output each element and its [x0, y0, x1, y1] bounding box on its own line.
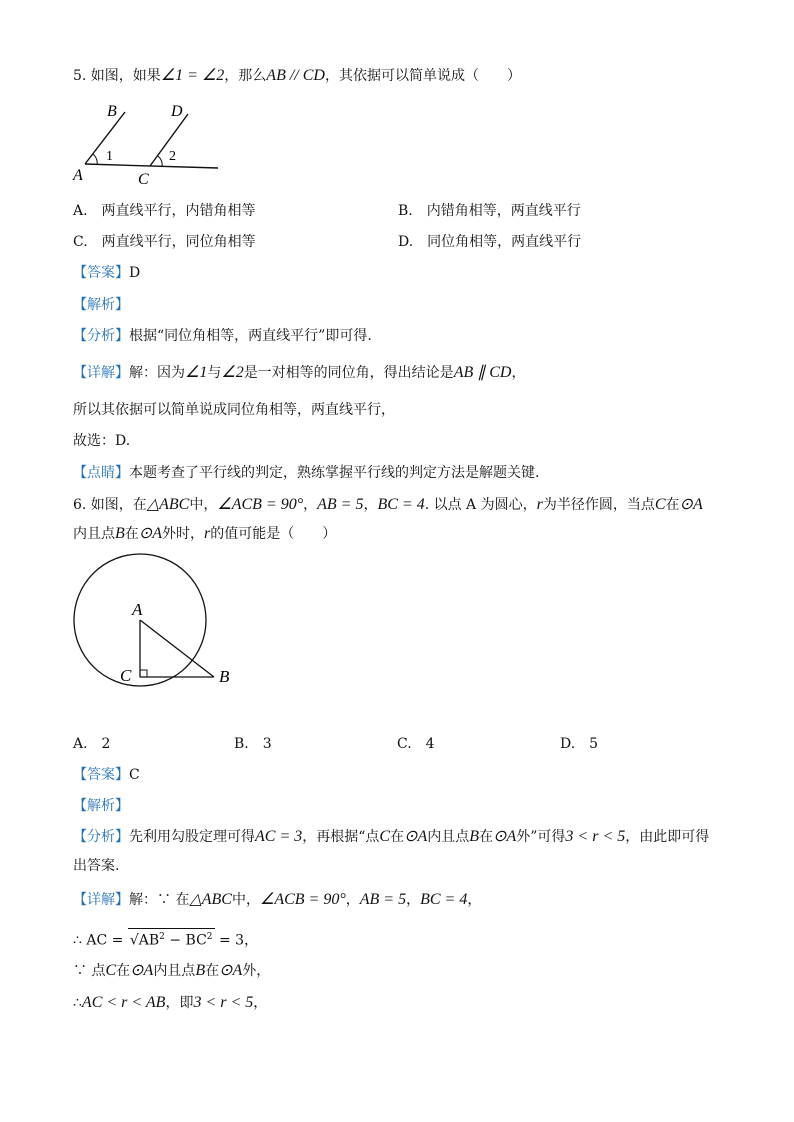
q5-analysis-tag: 【解析】 — [73, 297, 129, 313]
q5-condition: ∠1 = ∠2 — [160, 67, 225, 84]
q6-x-bc: BC = 4 — [420, 891, 468, 908]
q6-figure — [70, 550, 250, 700]
q5-stem-a: 5. 如图，如果 — [73, 68, 161, 84]
q6-s6: 为半径作圆，当点 — [542, 497, 655, 513]
q6-there-c: ， — [253, 995, 268, 1011]
q5-dianjing-tag: 【点睛】 — [73, 465, 129, 481]
q6-l2b: 在 — [124, 526, 139, 542]
q6-because — [73, 962, 270, 980]
q5-line-ab — [85, 112, 125, 164]
q6-s2: 中， — [189, 497, 218, 513]
q6-side-ab — [140, 620, 214, 677]
q6-because-a: ∵ 点 — [73, 963, 106, 979]
q6-stem-line1 — [73, 496, 703, 514]
q6-because-d: 内且点 — [153, 963, 196, 979]
q6-f7: ，由此即可得 — [625, 829, 710, 845]
q6-x4: ， — [406, 892, 421, 908]
q5-xj-a: 解：因为 — [129, 365, 185, 381]
q5-xj-angle2: ∠2 — [221, 364, 244, 381]
q6-f6: 外”可得 — [516, 829, 566, 845]
q6-bc: BC = 4 — [377, 496, 425, 513]
q6-because-oa2: ⊙A — [219, 962, 243, 979]
q5-label-2: 2 — [169, 149, 176, 164]
q6-s5: . 以点 A 为圆心， — [424, 497, 537, 513]
q5-detail-line3: 故选：D. — [73, 433, 131, 449]
q5-stem-b: ，那么 — [224, 68, 267, 84]
q6-fenxi-line1 — [73, 828, 709, 846]
q6-c1: C — [654, 496, 666, 513]
q5-option-c[interactable]: C. 两直线平行，同位角相等 — [73, 234, 256, 250]
q5-option-d[interactable]: D. 同位角相等，两直线平行 — [398, 234, 582, 250]
q6-f-c: C — [379, 828, 391, 845]
q6-ac-post: = 3 — [214, 932, 245, 949]
q5-label-D: D — [171, 103, 183, 120]
q5-label-C: C — [138, 171, 149, 188]
q6-f4: 内且点 — [427, 829, 470, 845]
q6-option-b[interactable]: B. 3 — [234, 736, 272, 752]
q6-x5: ， — [467, 892, 482, 908]
q6-ac-pre: ∴ AC = — [73, 932, 124, 949]
q6-fenxi-line2: 出答案. — [73, 858, 120, 874]
q6-l2c: 外时， — [161, 526, 204, 542]
q6-r2: r — [203, 525, 211, 542]
q6-fenxi-tag: 【分析】 — [73, 829, 129, 845]
q5-angle1-arc — [93, 154, 97, 165]
q6-because-e: 在 — [205, 963, 220, 979]
q5-label-A: A — [73, 167, 83, 184]
q6-s4: ， — [363, 497, 378, 513]
q6-x-ab: AB = 5 — [359, 891, 407, 908]
q6-sqrt: $√AB^2 - BC^2$ — [128, 928, 215, 949]
q6-x-angle: ∠ACB = 90° — [259, 891, 346, 908]
q6-because-oa: ⊙A — [130, 962, 154, 979]
q6-f-ac: AC = 3 — [255, 828, 303, 845]
q6-ac-formula — [73, 928, 258, 950]
q5-xiangjie-tag: 【详解】 — [73, 365, 129, 381]
q5-option-a[interactable]: A. 两直线平行，内错角相等 — [73, 203, 256, 219]
q6-angle-acb: ∠ACB = 90° — [217, 496, 304, 513]
q6-xiangjie — [73, 891, 481, 909]
q6-label-B: B — [219, 667, 230, 686]
q6-s1: 6. 如图，在 — [73, 497, 147, 513]
q6-s3: ， — [303, 497, 318, 513]
q5-xj-c: 是一对相等的同位角，得出结论是 — [243, 365, 454, 381]
q6-there-b: ，即 — [165, 995, 194, 1011]
q5-xj-angle1: ∠1 — [185, 364, 208, 381]
q6-f-oa2: ⊙A — [493, 828, 517, 845]
q5-fenxi-tag: 【分析】 — [73, 328, 129, 344]
q6-oa2: ⊙A — [138, 525, 162, 542]
q5-detail-line2: 所以其依据可以简单说成同位角相等，两直线平行， — [73, 402, 395, 418]
q6-because-c: C — [105, 962, 117, 979]
q6-x1: 解：∵ 在 — [129, 892, 190, 908]
q6-s7: 在 — [665, 497, 680, 513]
q5-label-1: 1 — [106, 149, 113, 164]
q6-there-ineq2: 3 < r < 5 — [193, 994, 254, 1011]
q6-f-b: B — [469, 828, 480, 845]
q5-relation: AB // CD — [266, 67, 325, 84]
q5-figure — [70, 98, 230, 190]
q6-because-bb: B — [195, 962, 206, 979]
q6-right-angle-mark — [140, 670, 147, 677]
q6-label-C: C — [120, 666, 132, 685]
q6-f5: 在 — [479, 829, 494, 845]
q5-fenxi — [73, 327, 372, 345]
q5-angle2-arc — [158, 156, 162, 167]
q6-answer — [73, 766, 140, 784]
q6-there-ineq: AC < r < AB — [81, 994, 166, 1011]
q6-option-d[interactable]: D. 5 — [560, 736, 599, 752]
q5-xiangjie — [73, 364, 525, 382]
q6-x-triangle: △ABC — [189, 891, 232, 908]
q6-x3: ， — [345, 892, 360, 908]
q5-dianjing — [73, 464, 539, 482]
q6-b1: B — [115, 525, 125, 542]
q6-rad-bc: − BC — [164, 932, 207, 949]
q6-f-ineq: 3 < r < 5 — [565, 828, 626, 845]
q6-l2a: 内且点 — [73, 526, 115, 542]
q6-option-a[interactable]: A. 2 — [73, 736, 111, 752]
q6-analysis-tag: 【解析】 — [73, 798, 129, 814]
q6-oa1: ⊙A — [679, 496, 703, 513]
q6-x2: 中， — [231, 892, 260, 908]
q5-fenxi-text: 根据“同位角相等，两直线平行”即可得. — [129, 328, 372, 344]
q6-answer-value: C — [129, 767, 140, 783]
q6-r1: r — [536, 496, 543, 513]
q6-triangle: △ABC — [146, 496, 190, 513]
q5-stem — [73, 67, 521, 85]
q6-xiangjie-tag: 【详解】 — [73, 892, 129, 908]
q5-option-b[interactable]: B. 内错角相等，两直线平行 — [398, 203, 581, 219]
q6-ac-end: ， — [244, 932, 259, 949]
q6-stem-line2 — [73, 525, 336, 543]
q6-answer-tag: 【答案】 — [73, 767, 129, 783]
q6-label-A: A — [132, 600, 143, 619]
q5-xj-b: 与 — [207, 365, 222, 381]
q6-because-f: 外， — [242, 963, 271, 979]
q6-therefore — [73, 994, 267, 1012]
q5-answer-value: D — [129, 265, 141, 281]
q5-answer-tag: 【答案】 — [73, 265, 129, 281]
q5-answer — [73, 264, 140, 282]
q6-f3: 在 — [390, 829, 405, 845]
q6-because-b: 在 — [116, 963, 131, 979]
q5-stem-c: ，其依据可以简单说成（ ） — [324, 68, 521, 84]
q6-l2d: 的值可能是（ ） — [210, 526, 337, 542]
q6-rad-ab: AB — [138, 932, 160, 949]
q5-xj-d: ， — [511, 365, 526, 381]
q6-f1: 先利用勾股定理可得 — [129, 829, 255, 845]
q6-option-c[interactable]: C. 4 — [397, 736, 435, 752]
q5-xj-relation: AB ∥ CD — [453, 364, 512, 381]
q6-f-oa: ⊙A — [404, 828, 428, 845]
q6-sq1: 2 — [159, 932, 165, 942]
q6-ab: AB = 5 — [317, 496, 364, 513]
q6-sq2: 2 — [206, 932, 213, 942]
q5-label-B: B — [107, 103, 117, 120]
q6-f2: ，再根据“点 — [302, 829, 380, 845]
q5-dianjing-text: 本题考查了平行线的判定，熟练掌握平行线的判定方法是解题关键. — [129, 465, 540, 481]
q6-there-a: ∴ — [73, 995, 82, 1011]
